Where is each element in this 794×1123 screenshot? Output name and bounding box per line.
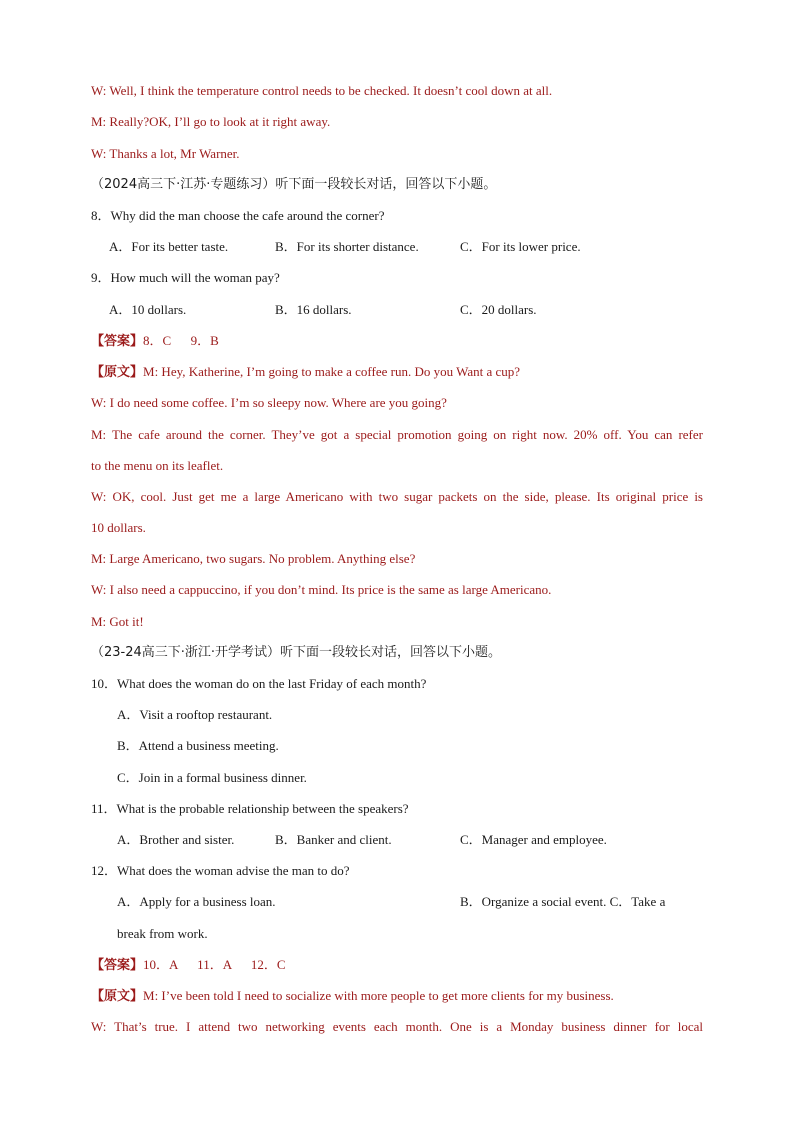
transcript-text: M: Hey, Katherine, I’m going to make a coffee run. Do you Want a cup? [143,364,521,379]
transcript-line: W: That’s true. I attend two networking events each month. One is a Monday business dinner for local [91,1019,703,1034]
transcript-line: M: Large Americano, two sugars. No problem. Anything else? [91,551,416,566]
question-12-option-bc: B．Organize a social event. C．Take a [460,894,666,909]
question-9-option-b: B．16 dollars. [275,302,352,317]
transcript-line: W: OK, cool. Just get me a large Americano with two sugar packets on the side, please. Its original price is [91,489,703,504]
transcript-line: W: I also need a cappuccino, if you don’t mind. Its price is the same as large Americano. [91,582,552,597]
answer-value: 8．C 9．B [143,333,219,348]
dialogue-line: W: Thanks a lot, Mr Warner. [91,146,240,161]
transcript-line [91,987,614,1006]
question-source: （23-24高三下·浙江·开学考试）听下面一段较长对话，回答以下小题。 [91,645,502,660]
transcript-tag: 【原文】 [91,365,144,380]
dialogue-line: W: Well, I think the temperature control needs to be checked. It doesn’t cool down at all. [91,83,553,98]
dialogue-line: M: Really?OK, I’ll go to look at it right away. [91,114,331,129]
answer-line [91,956,286,975]
question-10-stem: 10．What does the woman do on the last Friday of each month? [91,676,427,691]
transcript-line: W: I do need some coffee. I’m so sleepy now. Where are you going? [91,395,447,410]
answer-line [91,332,219,351]
transcript-line [91,363,520,382]
question-12-option-a: A．Apply for a business loan. [117,894,276,909]
question-9-option-c: C．20 dollars. [460,302,537,317]
question-12-stem: 12．What does the woman advise the man to do? [91,863,350,878]
transcript-text: M: I’ve been told I need to socialize with more people to get more clients for my business. [143,988,614,1003]
transcript-line: M: The cafe around the corner. They’ve got a special promotion going on right now. 20% off. You can refer [91,427,703,442]
question-source: （2024高三下·江苏·专题练习）听下面一段较长对话，回答以下小题。 [91,177,497,192]
question-10-option-a: A．Visit a rooftop restaurant. [117,707,273,722]
question-8-option-c: C．For its lower price. [460,239,581,254]
question-12-option-continuation: break from work. [117,926,208,941]
question-8-option-b: B．For its shorter distance. [275,239,419,254]
transcript-line: M: Got it! [91,614,144,629]
question-9-option-a: A．10 dollars. [109,302,187,317]
question-10-option-b: B．Attend a business meeting. [117,738,279,753]
question-11-stem: 11．What is the probable relationship between the speakers? [91,801,409,816]
question-11-option-a: A．Brother and sister. [117,832,235,847]
transcript-line: 10 dollars. [91,520,146,535]
answer-tag: 【答案】 [91,334,144,349]
question-9-stem: 9．How much will the woman pay? [91,270,280,285]
question-11-option-b: B．Banker and client. [275,832,392,847]
question-8-option-a: A．For its better taste. [109,239,229,254]
transcript-line: to the menu on its leaflet. [91,458,224,473]
question-10-option-c: C．Join in a formal business dinner. [117,770,307,785]
answer-tag: 【答案】 [91,958,144,973]
question-8-stem: 8．Why did the man choose the cafe around the corner? [91,208,385,223]
question-11-option-c: C．Manager and employee. [460,832,607,847]
transcript-tag: 【原文】 [91,989,144,1004]
answer-value: 10．A 11．A 12．C [143,957,286,972]
